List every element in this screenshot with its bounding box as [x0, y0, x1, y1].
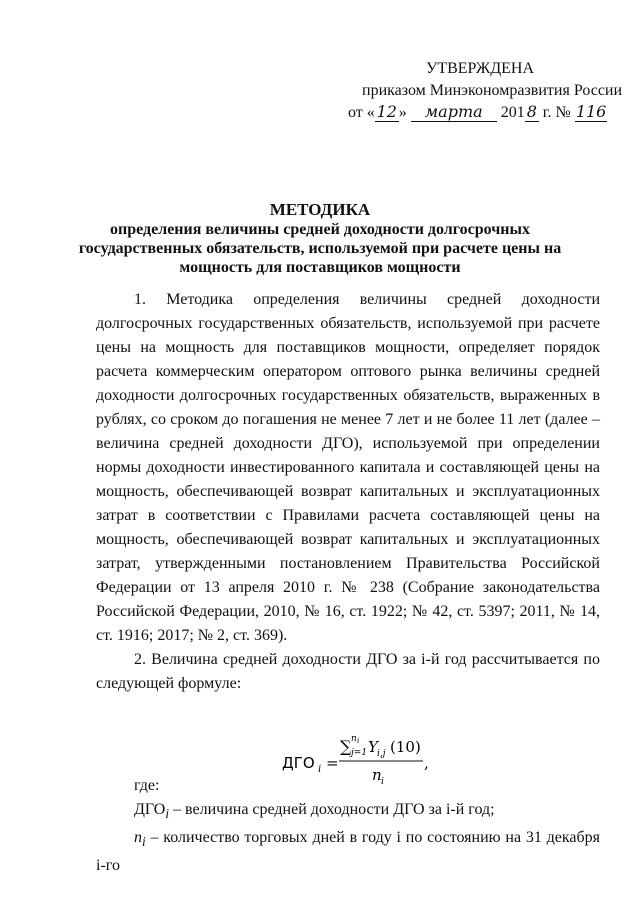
handwritten-year-digit: 8: [526, 102, 537, 121]
definition-n: [96, 826, 600, 878]
formula-lhs: ДГО: [282, 754, 315, 772]
year-prefix: 201: [500, 104, 525, 121]
formula-sum-upper-sub: i: [357, 737, 360, 745]
formula-sum-upper: n: [351, 734, 357, 744]
date-close: »: [398, 104, 407, 121]
approval-block: [348, 58, 623, 124]
approval-title: УТВЕРЖДЕНА: [426, 60, 535, 77]
formula-sum: ∑: [340, 737, 352, 756]
handwritten-month: марта: [411, 103, 497, 122]
approval-order: приказом Минэкономразвития России: [362, 82, 623, 99]
heading-sub: определения величины средней доходности долгосрочных государственных обязательств, используемой при расчете цены на мощность для поставщиков мощности: [78, 221, 562, 276]
paragraph-1: 1. Методика определения величины средней доходности долгосрочных государственных обязательств, используемой при расчете цены на мощность для поставщиков мощности, определяет порядок расчета коммерческим оператором оптового рынка величины средней доходности долгосрочных государственных обязательств, выраженных в рублях, со сроком до погашения не менее 7 лет и не более 11 лет (далее – величина средней доходности ДГО), используемой при определении нормы доходности инвестированного капитала и составляющей цены на мощность, обеспечивающей возврат капитальных и эксплуатационных затрат в соответствии с Правилами расчета составляющей цены на мощность, обеспечивающей возврат капитальных и эксплуатационных затрат, утвержденными постановлением Правительства Российской Федерации от 13 апреля 2010 г. № 238 (Собрание законодательства Российской Федерации, 2010, № 16, ст. 1922; № 42, ст. 5397; 2011, № 14, ст. 1916; 2017; № 2, ст. 369).: [96, 291, 600, 644]
formula-denominator-sub: i: [381, 777, 384, 787]
formula-term-sub: i,j: [377, 749, 386, 759]
formula-sum-lower: j=1: [351, 748, 368, 758]
formula-lhs-sub: i: [318, 764, 322, 775]
formula-term: Y: [368, 738, 378, 756]
handwritten-order-number: 116: [575, 102, 607, 121]
date-prefix: от «: [348, 104, 375, 121]
document-heading: [70, 200, 570, 277]
formula-trailing-comma: ,: [424, 754, 429, 772]
def1-subscript: i: [165, 806, 170, 822]
year-suffix: г. №: [538, 104, 571, 121]
dgo-formula: [282, 730, 432, 792]
def2-symbol: n: [134, 829, 142, 847]
heading-main: МЕТОДИКА: [269, 200, 371, 219]
def2-text: – количество торговых дней в году i по состоянию на 31 декабря i-го: [96, 829, 600, 875]
formula-denominator: n: [372, 766, 382, 784]
def2-subscript: i: [142, 834, 146, 850]
def1-symbol: ДГО: [134, 801, 166, 818]
handwritten-day: 12: [376, 102, 397, 121]
where-label: где:: [134, 777, 160, 794]
definition-dgo: [96, 798, 600, 826]
formula-term-arg: (10): [390, 738, 421, 756]
approval-date-line: [348, 102, 608, 124]
formula-equals: =: [326, 754, 339, 772]
def1-text: – величина средней доходности ДГО за i-й год;: [169, 801, 495, 818]
paragraph-2: 2. Величина средней доходности ДГО за i-й год рассчитывается по следующей формуле:: [96, 651, 600, 692]
